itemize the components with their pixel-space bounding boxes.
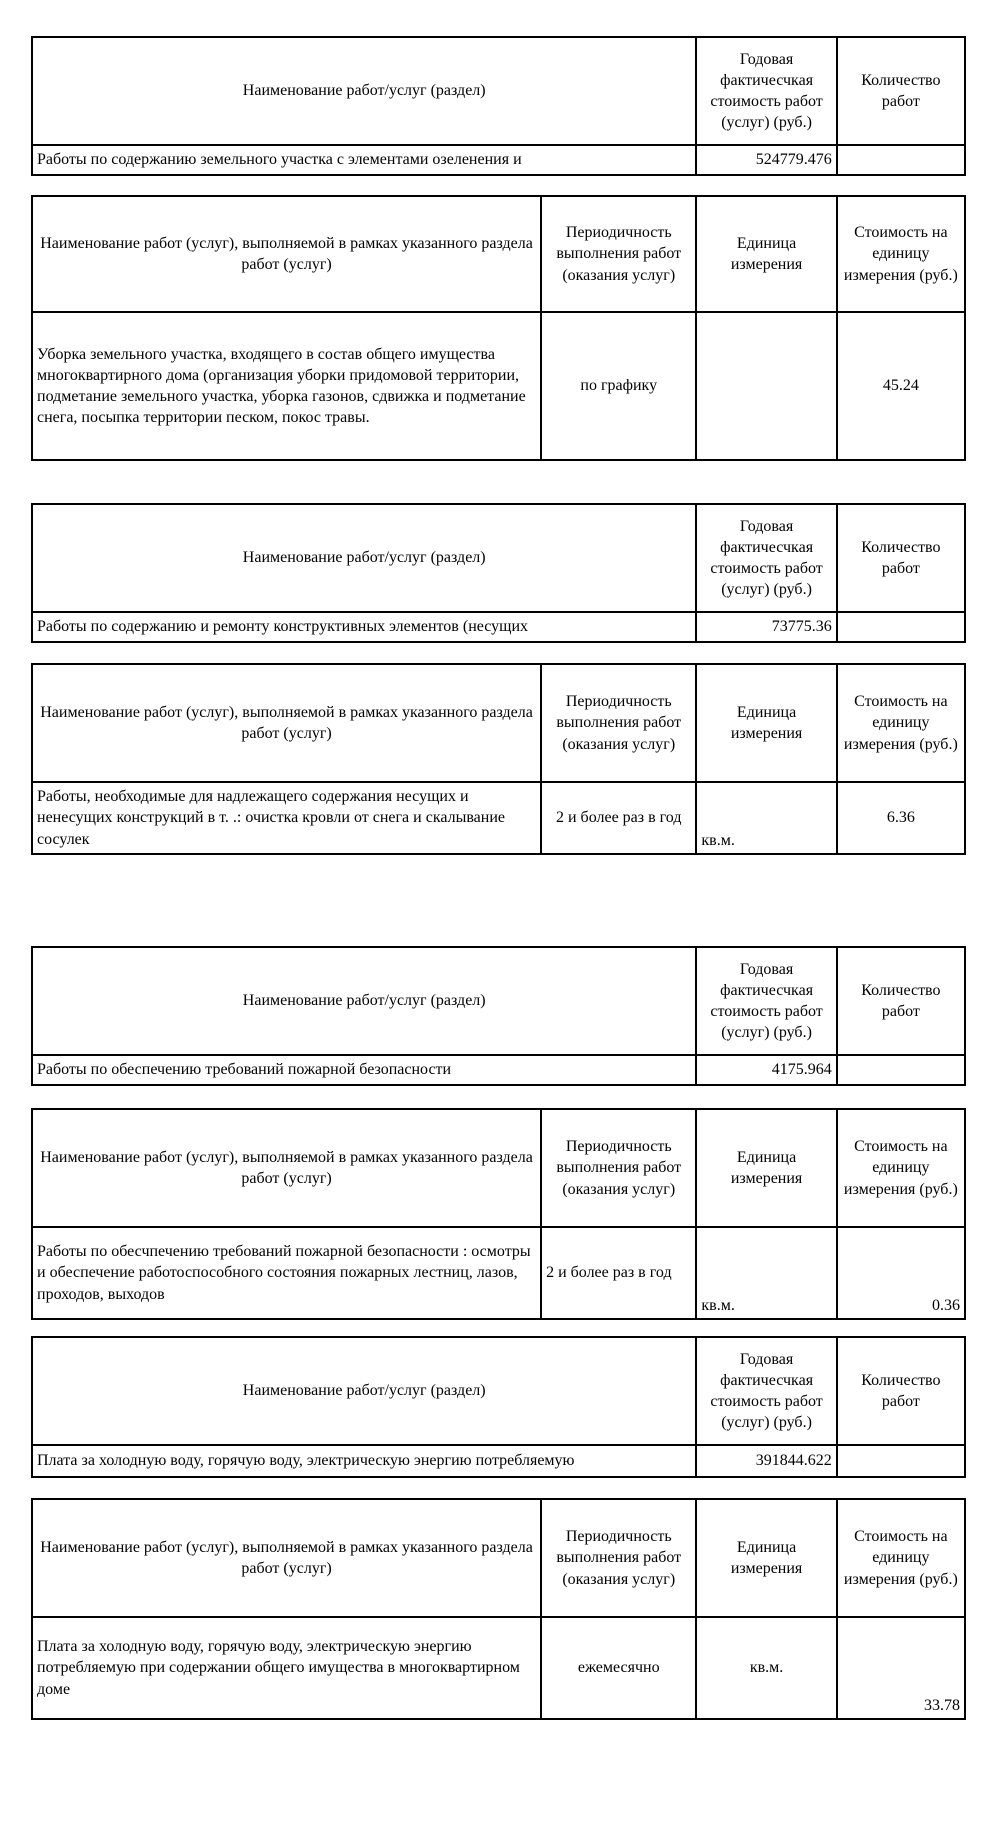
cell-unit: кв.м.: [696, 1617, 836, 1719]
cell-annual-cost: 73775.36: [696, 612, 836, 642]
col-header-annual-cost: Годовая фактичесчкая стоимость работ (услуг) (руб.): [696, 1337, 836, 1445]
cell-unit-cost: 33.78: [837, 1617, 965, 1719]
col-header-work-name: Наименование работ (услуг), выполняемой в рамках указанного раздела работ (услуг): [32, 196, 541, 312]
section-table-2: [31, 503, 966, 643]
section-table-3: [31, 946, 966, 1086]
table-header-row: [32, 196, 965, 312]
col-header-work-qty: Количество работ: [837, 504, 965, 612]
cell-work-name: Работы по обесчпечению требований пожарной безопасности : осмотры и обеспечение работоспособного состояния пожарных лестниц, лазов, проходов, выходов: [32, 1227, 541, 1319]
cell-work-name: Работы, необходимые для надлежащего содержания несущих и ненесущих конструкций в т. .: очистка кровли от снега и скалывание сосулек: [32, 782, 541, 854]
cell-work-qty: [837, 145, 965, 175]
section-table-4: [31, 1336, 966, 1478]
col-header-work-qty: Количество работ: [837, 947, 965, 1055]
table-header-row: [32, 1337, 965, 1445]
table-header-row: [32, 664, 965, 782]
cell-work-name: Плата за холодную воду, горячую воду, электрическую энергию потребляемую: [32, 1445, 696, 1477]
cell-work-qty: [837, 1055, 965, 1085]
col-header-annual-cost: Годовая фактичесчкая стоимость работ (услуг) (руб.): [696, 947, 836, 1055]
table-row: [32, 1445, 965, 1477]
cell-work-name: Работы по содержанию и ремонту конструктивных элементов (несущих: [32, 612, 696, 642]
cell-annual-cost: 4175.964: [696, 1055, 836, 1085]
cell-unit-cost: 6.36: [837, 782, 965, 854]
col-header-periodicity: Периодичность выполнения работ (оказания услуг): [541, 664, 696, 782]
table-row: [32, 612, 965, 642]
cell-work-qty: [837, 1445, 965, 1477]
cell-work-name: Работы по обеспечению требований пожарной безопасности: [32, 1055, 696, 1085]
col-header-work-name: Наименование работ/услуг (раздел): [32, 1337, 696, 1445]
col-header-unit: Единица измерения: [696, 1499, 836, 1617]
cell-periodicity: 2 и более раз в год: [541, 782, 696, 854]
col-header-work-qty: Количество работ: [837, 1337, 965, 1445]
cell-periodicity: 2 и более раз в год: [541, 1227, 696, 1319]
col-header-periodicity: Периодичность выполнения работ (оказания услуг): [541, 196, 696, 312]
table-row: [32, 782, 965, 854]
cell-annual-cost: 391844.622: [696, 1445, 836, 1477]
cell-unit: [696, 312, 836, 460]
col-header-work-name: Наименование работ (услуг), выполняемой в рамках указанного раздела работ (услуг): [32, 664, 541, 782]
col-header-unit-cost: Стоимость на единицу измерения (руб.): [837, 664, 965, 782]
col-header-work-name: Наименование работ/услуг (раздел): [32, 504, 696, 612]
cell-periodicity: ежемесячно: [541, 1617, 696, 1719]
table-row: [32, 1617, 965, 1719]
col-header-work-qty: Количество работ: [837, 37, 965, 145]
detail-table-2: [31, 663, 966, 855]
col-header-unit: Единица измерения: [696, 1109, 836, 1227]
cell-work-name: Уборка земельного участка, входящего в состав общего имущества многоквартирного дома (организация уборки придомовой территории, подметание земельного участка, уборка газонов, сдвижка и подметание снега, посыпка территории песком, покос травы.: [32, 312, 541, 460]
detail-table-1: [31, 195, 966, 461]
col-header-unit: Единица измерения: [696, 664, 836, 782]
table-row: [32, 145, 965, 175]
detail-table-3: [31, 1108, 966, 1320]
table-row: [32, 312, 965, 460]
table-header-row: [32, 37, 965, 145]
cell-annual-cost: 524779.476: [696, 145, 836, 175]
table-row: [32, 1055, 965, 1085]
cell-unit: кв.м.: [696, 782, 836, 854]
col-header-work-name: Наименование работ/услуг (раздел): [32, 947, 696, 1055]
cell-periodicity: по графику: [541, 312, 696, 460]
cell-unit: кв.м.: [696, 1227, 836, 1319]
col-header-annual-cost: Годовая фактичесчкая стоимость работ (услуг) (руб.): [696, 37, 836, 145]
col-header-work-name: Наименование работ (услуг), выполняемой в рамках указанного раздела работ (услуг): [32, 1109, 541, 1227]
col-header-periodicity: Периодичность выполнения работ (оказания услуг): [541, 1499, 696, 1617]
col-header-unit-cost: Стоимость на единицу измерения (руб.): [837, 1109, 965, 1227]
section-table-1: [31, 36, 966, 176]
col-header-unit: Единица измерения: [696, 196, 836, 312]
cell-work-name: Плата за холодную воду, горячую воду, электрическую энергию потребляемую при содержании общего имущества в многоквартирном доме: [32, 1617, 541, 1719]
col-header-work-name: Наименование работ/услуг (раздел): [32, 37, 696, 145]
table-header-row: [32, 1499, 965, 1617]
table-row: [32, 1227, 965, 1319]
detail-table-4: [31, 1498, 966, 1720]
col-header-unit-cost: Стоимость на единицу измерения (руб.): [837, 1499, 965, 1617]
cell-unit-cost: 0.36: [837, 1227, 965, 1319]
table-header-row: [32, 504, 965, 612]
table-header-row: [32, 947, 965, 1055]
col-header-unit-cost: Стоимость на единицу измерения (руб.): [837, 196, 965, 312]
cell-work-name: Работы по содержанию земельного участка с элементами озеленения и: [32, 145, 696, 175]
col-header-work-name: Наименование работ (услуг), выполняемой в рамках указанного раздела работ (услуг): [32, 1499, 541, 1617]
col-header-annual-cost: Годовая фактичесчкая стоимость работ (услуг) (руб.): [696, 504, 836, 612]
table-header-row: [32, 1109, 965, 1227]
cell-work-qty: [837, 612, 965, 642]
cell-unit-cost: 45.24: [837, 312, 965, 460]
col-header-periodicity: Периодичность выполнения работ (оказания услуг): [541, 1109, 696, 1227]
